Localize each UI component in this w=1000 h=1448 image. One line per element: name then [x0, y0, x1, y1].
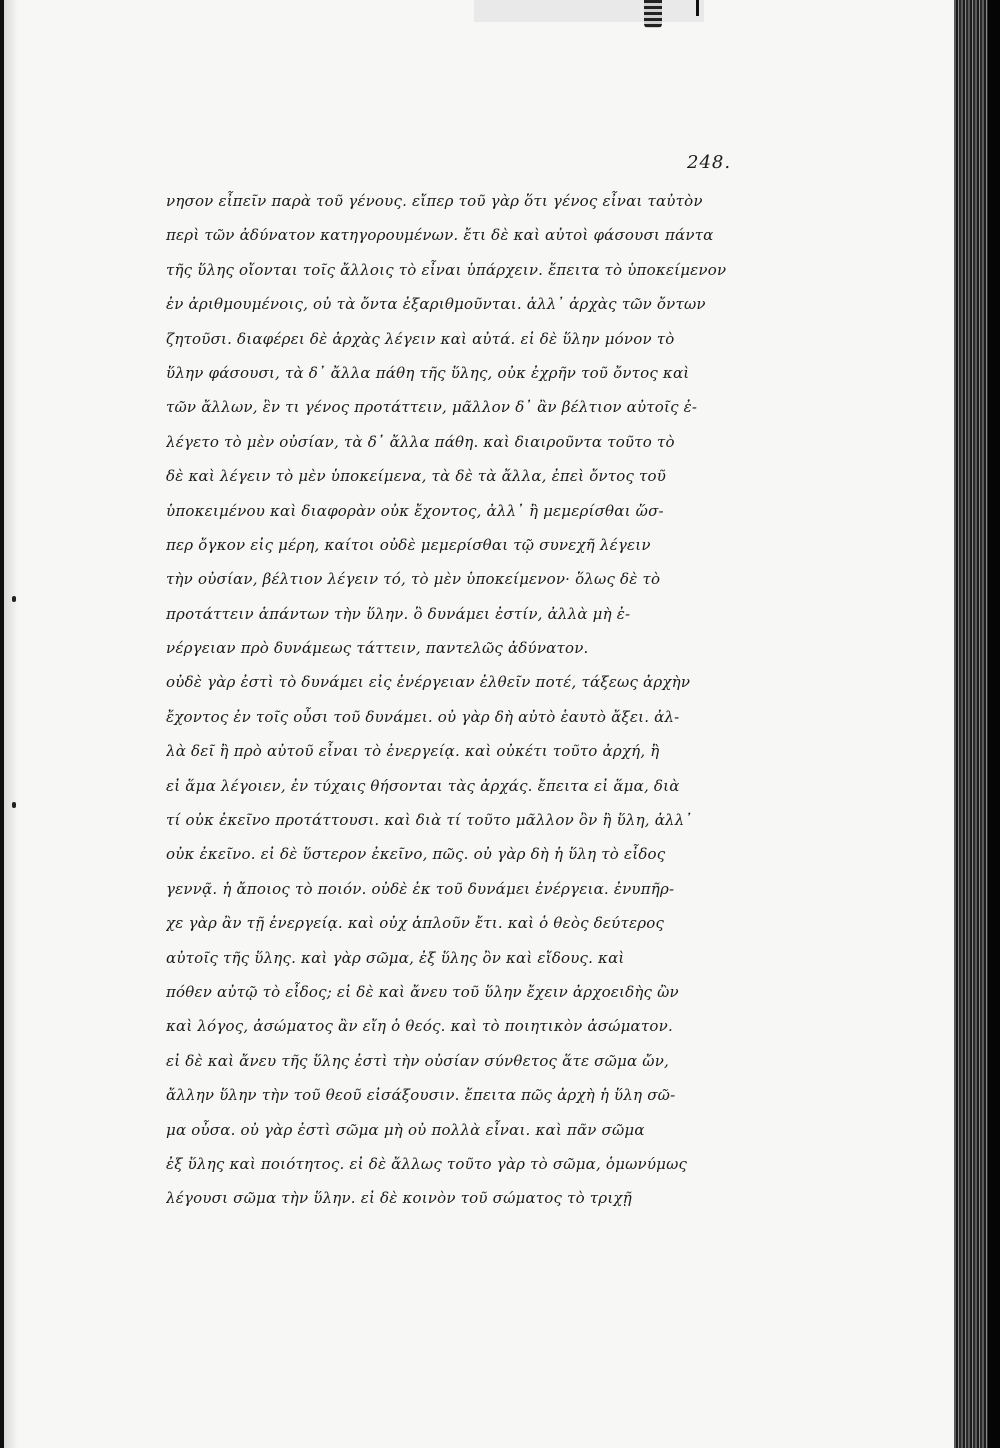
manuscript-line: πόθεν αὐτῷ τὸ εἶδος; εἰ δὲ καὶ ἄνευ τοῦ ὕλην ἔχειν ἀρχοειδὴς ὢν [166, 982, 679, 1001]
manuscript-line: τὴν οὐσίαν, βέλτιον λέγειν τό, τὸ μὲν ὑποκείμενον· ὅλως δὲ τὸ [166, 570, 661, 589]
manuscript-line: περ ὄγκον εἰς μέρη, καίτοι οὐδὲ μεμερίσθαι τῷ συνεχῆ λέγειν [166, 535, 651, 554]
folio-number: 248. [687, 152, 732, 173]
manuscript-line: μα οὖσα. οὐ γὰρ ἐστὶ σῶμα μὴ οὐ πολλὰ εἶναι. καὶ πᾶν σῶμα [166, 1120, 645, 1139]
book-edge [988, 0, 1000, 1448]
manuscript-line: τῶν ἄλλων, ἓν τι γένος προτάττειν, μᾶλλον δ᾽ ἂν βέλτιον αὐτοῖς ἐ- [166, 398, 698, 417]
margin-mark [12, 802, 16, 808]
clip-mark [644, 0, 662, 28]
manuscript-line: αὐτοῖς τῆς ὕλης. καὶ γὰρ σῶμα, ἐξ ὕλης ὂν καὶ εἴδους. καὶ [166, 948, 625, 967]
manuscript-line: ἔχοντος ἐν τοῖς οὖσι τοῦ δυνάμει. οὐ γὰρ δὴ αὐτὸ ἑαυτὸ ἄξει. ἀλ- [166, 707, 680, 726]
gutter-shadow [4, 0, 18, 1448]
manuscript-line: προτάττειν ἁπάντων τὴν ὕλην. ὃ δυνάμει ἐστίν, ἀλλὰ μὴ ἐ- [166, 604, 631, 623]
manuscript-line: τί οὐκ ἐκεῖνο προτάττουσι. καὶ διὰ τί τοῦτο μᾶλλον ὂν ἢ ὕλη, ἀλλ᾽ [166, 811, 693, 830]
manuscript-line: ἐν ἀριθμουμένοις, οὐ τὰ ὄντα ἐξαριθμοῦνται. ἀλλ᾽ ἀρχὰς τῶν ὄντων [166, 295, 706, 314]
manuscript-line: περὶ τῶν ἀδύνατον κατηγορουμένων. ἔτι δὲ καὶ αὐτοὶ φάσουσι πάντα [166, 226, 714, 245]
page-top-strip [474, 0, 704, 22]
manuscript-line: λέγετο τὸ μὲν οὐσίαν, τὰ δ᾽ ἄλλα πάθη. καὶ διαιροῦντα τοῦτο τὸ [166, 432, 675, 451]
manuscript-line: λέγουσι σῶμα τὴν ὕλην. εἰ δὲ κοινὸν τοῦ σώματος τὸ τριχῇ [166, 1189, 632, 1208]
manuscript-line: λὰ δεῖ ἢ πρὸ αὐτοῦ εἶναι τὸ ἐνεργείᾳ. καὶ οὐκέτι τοῦτο ἀρχή, ἢ [166, 742, 660, 761]
manuscript-line: γεννᾷ. ἡ ἄποιος τὸ ποιόν. οὐδὲ ἐκ τοῦ δυνάμει ἐνέργεια. ἐνυπῆρ- [166, 879, 675, 898]
manuscript-line: χε γὰρ ἂν τῇ ἐνεργείᾳ. καὶ οὐχ ἁπλοῦν ἔτι. καὶ ὁ θεὸς δεύτερος [166, 914, 665, 933]
manuscript-line: ἐξ ὕλης καὶ ποιότητος. εἰ δὲ ἄλλως τοῦτο γὰρ τὸ σῶμα, ὁμωνύμως [166, 1154, 688, 1173]
manuscript-line: ζητοῦσι. διαφέρει δὲ ἀρχὰς λέγειν καὶ αὐτά. εἰ δὲ ὕλην μόνον τὸ [166, 329, 675, 348]
manuscript-line: νέργειαν πρὸ δυνάμεως τάττειν, παντελῶς ἀδύνατον. [166, 639, 589, 658]
manuscript-line: ὕλην φάσουσι, τὰ δ᾽ ἄλλα πάθη τῆς ὕλης, οὐκ ἐχρῆν τοῦ ὄντος καὶ [166, 363, 690, 382]
manuscript-line: τῆς ὕλης οἴονται τοῖς ἄλλοις τὸ εἶναι ὑπάρχειν. ἔπειτα τὸ ὑποκείμενον [166, 260, 726, 279]
manuscript-line: καὶ λόγος, ἀσώματος ἂν εἴη ὁ θεός. καὶ τὸ ποιητικὸν ἀσώματον. [166, 1017, 673, 1036]
manuscript-line: ὑποκειμένου καὶ διαφορὰν οὐκ ἔχοντος, ἀλλ᾽ ἢ μεμερίσθαι ὥσ- [166, 501, 664, 520]
manuscript-text-block [166, 184, 726, 1216]
manuscript-line: οὐκ ἐκεῖνο. εἰ δὲ ὕστερον ἐκεῖνο, πῶς. οὐ γὰρ δὴ ἡ ὕλη τὸ εἶδος [166, 845, 666, 864]
manuscript-line: δὲ καὶ λέγειν τὸ μὲν ὑποκείμενα, τὰ δὲ τὰ ἄλλα, ἐπεὶ ὄντος τοῦ [166, 467, 667, 486]
manuscript-line: εἰ ἅμα λέγοιεν, ἐν τύχαις θήσονται τὰς ἀρχάς. ἔπειτα εἰ ἅμα, διὰ [166, 776, 680, 795]
manuscript-line: εἰ δὲ καὶ ἄνευ τῆς ὕλης ἐστὶ τὴν οὐσίαν σύνθετος ἅτε σῶμα ὤν, [166, 1051, 670, 1070]
manuscript-line: οὐδὲ γὰρ ἐστὶ τὸ δυνάμει εἰς ἐνέργειαν ἐλθεῖν ποτέ, τάξεως ἀρχὴν [166, 673, 691, 692]
manuscript-page [4, 0, 954, 1448]
margin-mark [12, 596, 16, 602]
manuscript-line: νησον εἶπεῖν παρὰ τοῦ γένους. εἴπερ τοῦ γὰρ ὅτι γένος εἶναι ταὐτὸν [166, 192, 703, 210]
manuscript-line: ἄλλην ὕλην τὴν τοῦ θεοῦ εἰσάξουσιν. ἔπειτα πῶς ἀρχὴ ἡ ὕλη σῶ- [166, 1086, 676, 1105]
top-notch [696, 0, 699, 16]
